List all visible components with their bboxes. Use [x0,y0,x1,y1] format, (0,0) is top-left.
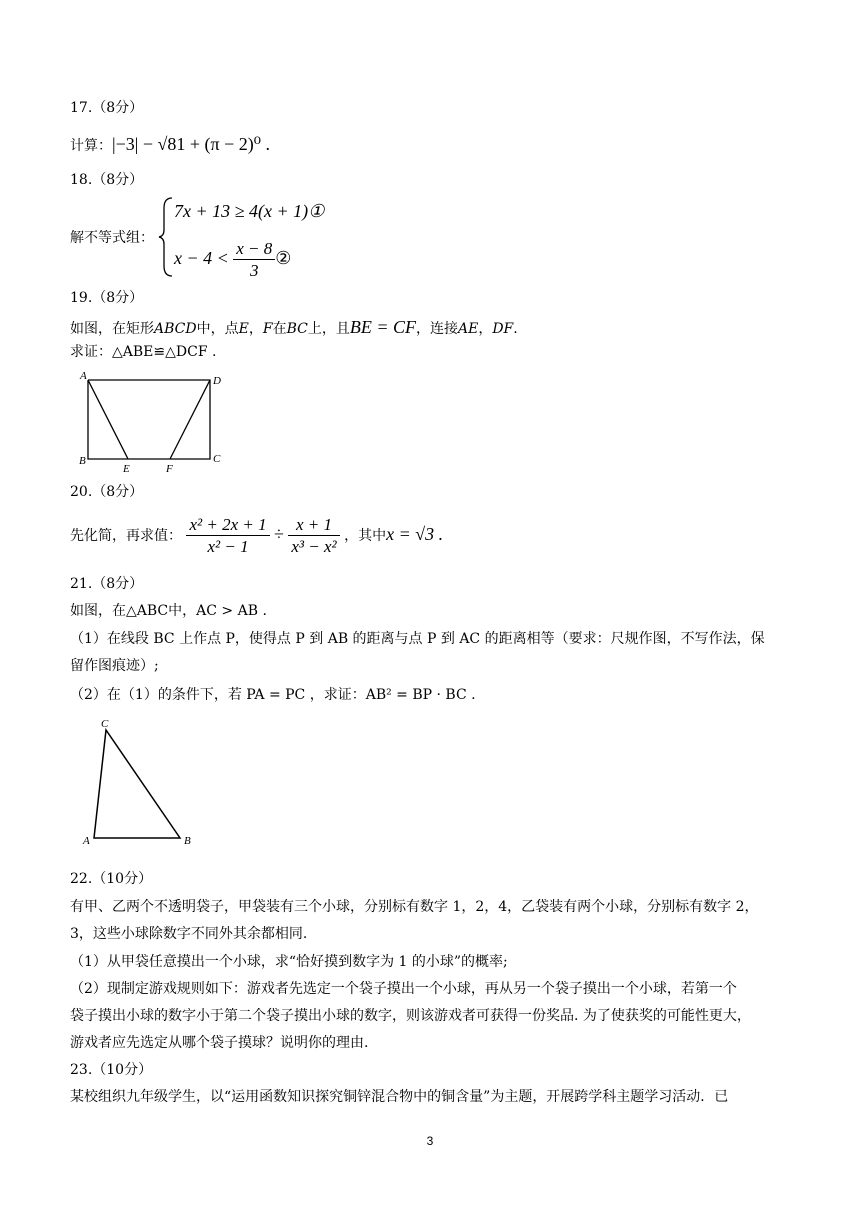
q19-text: ， [248,321,263,337]
q20-heading: 20.（8分） [70,484,144,500]
q19-figure-rectangle [78,370,228,474]
q19-heading: 19.（8分） [70,290,144,306]
q20-suffix: ，其中 [344,527,387,544]
q18-fraction-numerator: x − 8 [233,238,275,260]
label-B: B [79,455,86,467]
q18-brace [158,196,174,278]
q22-line-3: （1）从甲袋任意摸出一个小球，求“恰好摸到数字为 1 的小球”的概率; [70,954,508,970]
q21-heading: 21.（8分） [70,576,144,592]
q20-condition: x = √3 . [386,523,444,544]
q20-fraction-2-denominator: x³ − x² [291,537,337,557]
label-C: C [101,718,109,730]
q17-prefix: 计算： [70,138,112,154]
q21-part2: （2）在（1）的条件下，若 PA = PC ，求证：AB² = BP · BC . [70,687,476,703]
q22-line-1: 有甲、乙两个不透明袋子，甲袋装有三个小球，分别标有数字 1，2，4，乙袋装有两个小球，分别标有数字 2， [70,899,759,915]
q18-inequality-1: 7x + 13 ≥ 4(x + 1)① [174,201,325,221]
q19-text: 中，点 [196,321,239,337]
label-D: D [213,375,221,387]
q17-body [70,134,270,156]
label-B: B [184,835,191,847]
q22-line-2: 3，这些小球除数字不同外其余都相同. [70,926,308,942]
q18-ineq2-mark: ② [275,247,292,268]
q20-fraction-1-denominator: x² − 1 [207,537,249,557]
q17-expression: |−3| − √81 + (π − 2)⁰ . [112,134,270,154]
q21-part1-line1: （1）在线段 BC 上作点 P，使得点 P 到 AB 的距离与点 P 到 AC 的距离相等（要求：尺规作图，不写作法，保 [70,631,765,647]
page-number: 3 [426,1134,434,1148]
q23-heading: 23.（10分） [70,1062,153,1078]
q19-text: 如图，在矩形 [70,321,154,337]
q21-intro: 如图，在△ABC中，AC > AB . [70,603,267,619]
q18-fraction [233,238,275,282]
label-C: C [213,453,221,465]
q19-rect-name: ABCD [154,321,197,337]
q19-point-e: E [238,321,249,337]
q20-body [70,514,443,558]
q18-prefix: 解不等式组： [70,230,154,246]
q21-figure-triangle [78,714,198,850]
q20-fraction-2-numerator: x + 1 [288,514,339,536]
q19-prove: 求证：△ABE≌△DCF . [70,344,217,360]
q20-fraction-1-numerator: x² + 2x + 1 [186,514,269,536]
q19-segment-ae: AE [457,321,479,337]
q18-inequality-2 [174,238,291,282]
q23-line-1: 某校组织九年级学生，以“运用函数知识探究铜锌混合物中的铜含量”为主题，开展跨学科主题学习活动．已 [70,1089,729,1105]
q20-fraction-1 [186,514,269,558]
q22-line-6: 游戏者应先选定从哪个袋子摸球？说明你的理由. [70,1035,369,1051]
q19-text: 在 [272,321,287,337]
q19-text: . [513,321,518,337]
label-E: E [123,463,130,474]
label-F: F [166,463,173,474]
q18-ineq2-left: x − 4 < [174,247,229,268]
q18-heading: 18.（8分） [70,172,144,188]
q20-fraction-2 [288,514,339,558]
q19-text: 上，且 [307,321,350,337]
label-A: A [83,835,90,847]
label-A: A [80,370,87,382]
q17-heading: 17.（8分） [70,100,144,116]
q22-line-4: （2）现制定游戏规则如下：游戏者先选定一个袋子摸出一个小球，再从另一个袋子摸出一个小球，若第一个 [70,981,737,997]
q19-text: ，连接 [415,321,458,337]
q19-text: ， [478,321,493,337]
q22-heading: 22.（10分） [70,871,153,887]
q22-line-5: 袋子摸出小球的数字小于第二个袋子摸出小球的数字，则该游戏者可获得一份奖品. 为了使获奖的可能性更大， [70,1008,751,1024]
q19-segment-bc: BC [286,321,308,337]
q19-segment-df: DF [492,321,514,337]
q19-point-f: F [262,321,273,337]
q21-part1-line2: 留作图痕迹）; [70,658,159,674]
q20-prefix: 先化简，再求值： [70,527,182,544]
q19-statement [70,317,518,339]
q18-fraction-denominator: 3 [250,261,259,281]
q19-condition: BE = CF [349,317,416,337]
q20-divide-sign: ÷ [274,523,284,544]
